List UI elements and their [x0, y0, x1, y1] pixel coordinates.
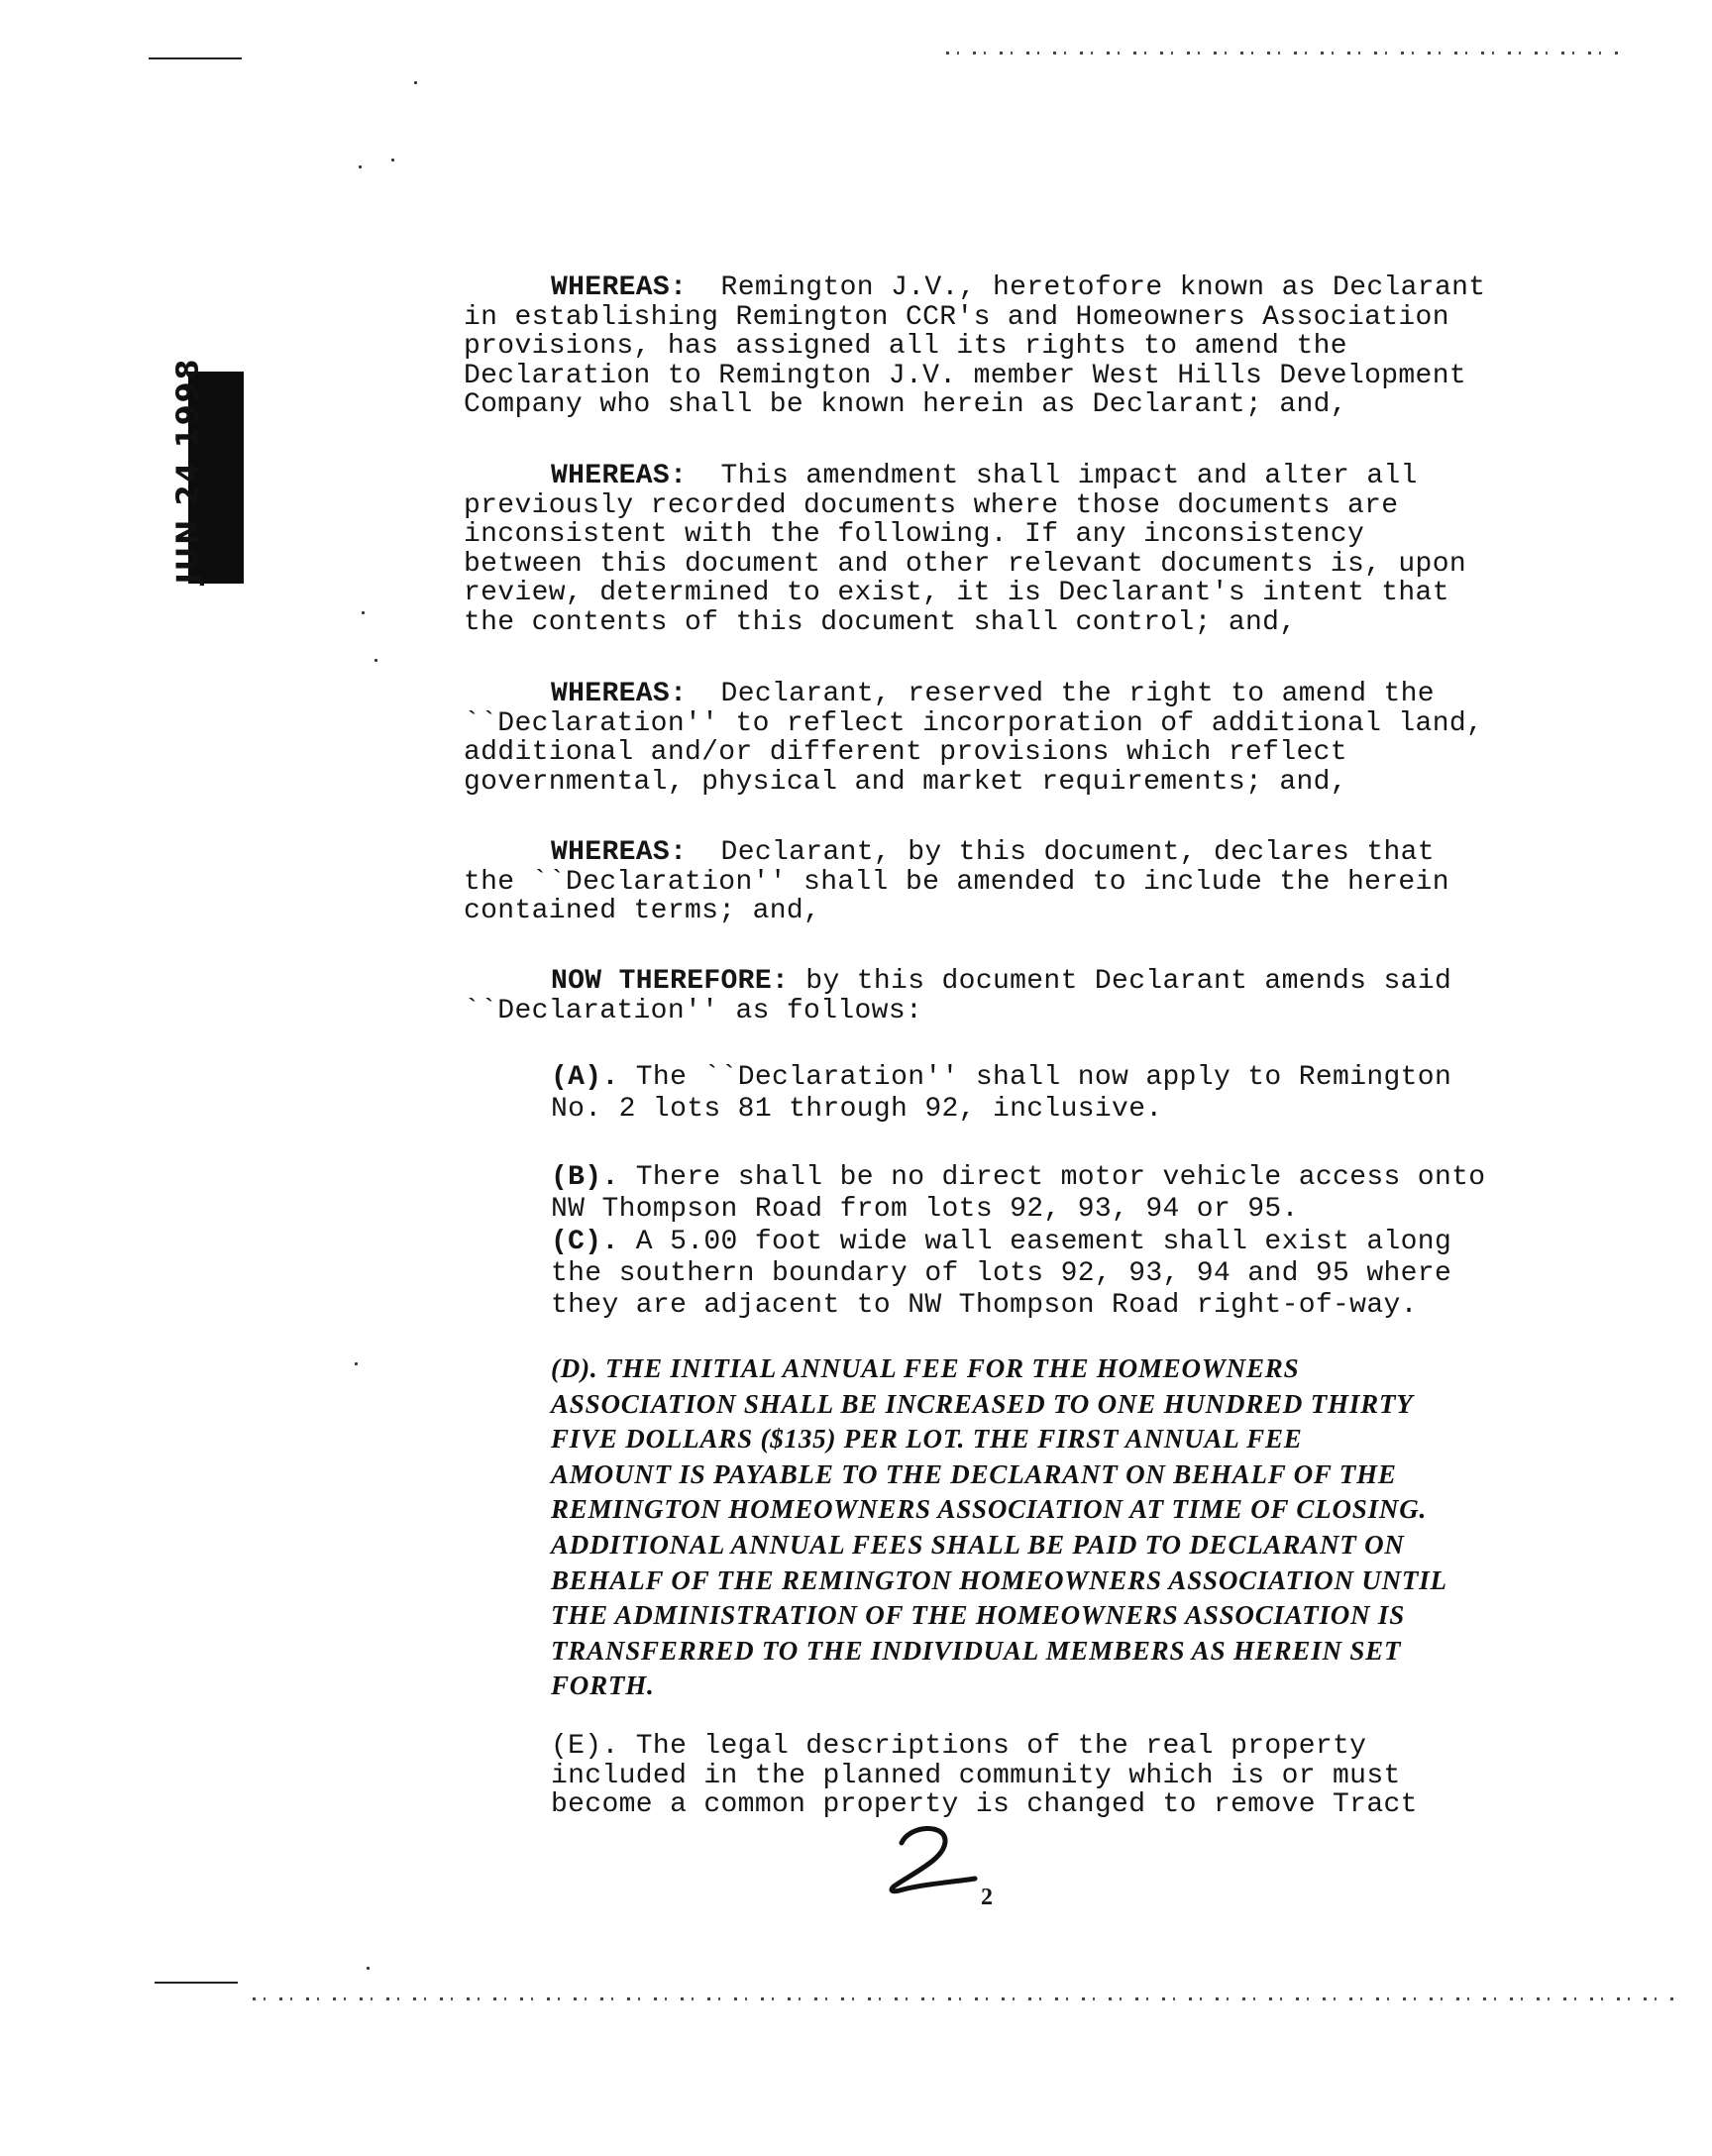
recital-paragraph: [464, 462, 1466, 637]
page-number: 2: [981, 1885, 993, 1910]
item-text: (E). The legal descriptions of the real property included in the planned community which is or must become a common property is changed to remove Tract: [551, 1731, 1418, 1820]
handwritten-page-number: [880, 1821, 989, 1900]
bottom-left-rule: [155, 1982, 238, 1984]
recital-first-line: Remington J.V., heretofore known as Declarant: [687, 272, 1486, 303]
amendment-item-d: (D). THE INITIAL ANNUAL FEE FOR THE HOMEOWNERS ASSOCIATION SHALL BE INCREASED TO ONE HUNDRED THIRTY FIVE DOLLARS ($135) PER LOT. THE FIRST ANNUAL FEE AMOUNT IS PAYABLE TO THE DECLARANT ON BEHALF OF THE REMINGTON HOMEOWNERS ASSOCIATION AT TIME OF CLOSING. ADDITIONAL ANNUAL FEES SHALL BE PAID TO DECLARANT ON BEHALF OF THE REMINGTON HOMEOWNERS ASSOCIATION UNTIL THE ADMINISTRATION OF THE HOMEOWNERS ASSOCIATION IS TRANSFERRED TO THE INDIVIDUAL MEMBERS AS HEREIN SET FORTH.: [551, 1353, 1447, 1701]
item-label: (C).: [551, 1227, 619, 1257]
scan-speck: [414, 81, 417, 84]
recital-keyword: WHEREAS:: [551, 679, 688, 709]
recital-first-line: This amendment shall impact and alter all: [687, 461, 1418, 491]
recital-paragraph: [464, 273, 1485, 420]
recital-paragraph: [464, 680, 1483, 797]
operative-first-line: by this document Declarant amends said: [789, 966, 1452, 997]
scan-speck: [367, 1967, 370, 1970]
amendment-item-b: [551, 1162, 1485, 1226]
item-text: There shall be no direct motor vehicle access onto NW Thompson Road from lots 92, 93, 94 or 95.: [551, 1162, 1486, 1225]
recital-body: in establishing Remington CCR's and Homeowners Association provisions, has assigned all its rights to amend the Declaration to Remington J.V. member West Hills Development Company who shall be known herein as Declarant; and,: [464, 301, 1467, 420]
recital-keyword: WHEREAS:: [551, 837, 688, 868]
item-text: The ``Declaration'' shall now apply to Remington No. 2 lots 81 through 92, inclusive.: [551, 1062, 1452, 1125]
recital-keyword: WHEREAS:: [551, 272, 688, 303]
date-stamp: [141, 357, 244, 585]
recital-body: previously recorded documents where those documents are inconsistent with the following. If any inconsistency between this document and other relevant documents is, upon review, determined to exist, it is Declarant's intent that the contents of this document shall control; and,: [464, 489, 1467, 638]
operative-paragraph: [464, 967, 1451, 1025]
scan-speck: [355, 1362, 358, 1365]
top-scan-noise: [946, 52, 1620, 54]
amendment-item-e: [551, 1732, 1418, 1820]
operative-body: ``Declaration'' as follows:: [464, 995, 923, 1026]
item-text: A 5.00 foot wide wall easement shall exist along the southern boundary of lots 92, 93, 94 and 95 where they are adjacent to NW Thompson Road right-of-way.: [551, 1227, 1452, 1321]
recital-first-line: Declarant, reserved the right to amend the: [687, 679, 1435, 709]
recital-first-line: Declarant, by this document, declares that: [687, 837, 1435, 868]
scan-speck: [374, 659, 377, 662]
item-label: (A).: [551, 1062, 619, 1093]
recital-body: the ``Declaration'' shall be amended to include the herein contained terms; and,: [464, 866, 1449, 926]
date-stamp-text: JUN 24 1998: [170, 357, 206, 585]
top-left-rule: [149, 57, 242, 59]
amendment-item-a: [551, 1062, 1451, 1126]
operative-keyword: NOW THEREFORE:: [551, 966, 790, 997]
recital-keyword: WHEREAS:: [551, 461, 688, 491]
scan-speck: [391, 159, 394, 162]
recital-paragraph: [464, 838, 1449, 926]
bottom-scan-noise: [253, 1997, 1679, 2000]
amendment-item-c: [551, 1227, 1451, 1322]
recital-body: ``Declaration'' to reflect incorporation of additional land, additional and/or different provisions which reflect governmental, physical and market requirements; and,: [464, 707, 1484, 798]
scan-speck: [362, 611, 365, 614]
item-label: (B).: [551, 1162, 619, 1193]
scan-speck: [359, 165, 362, 168]
